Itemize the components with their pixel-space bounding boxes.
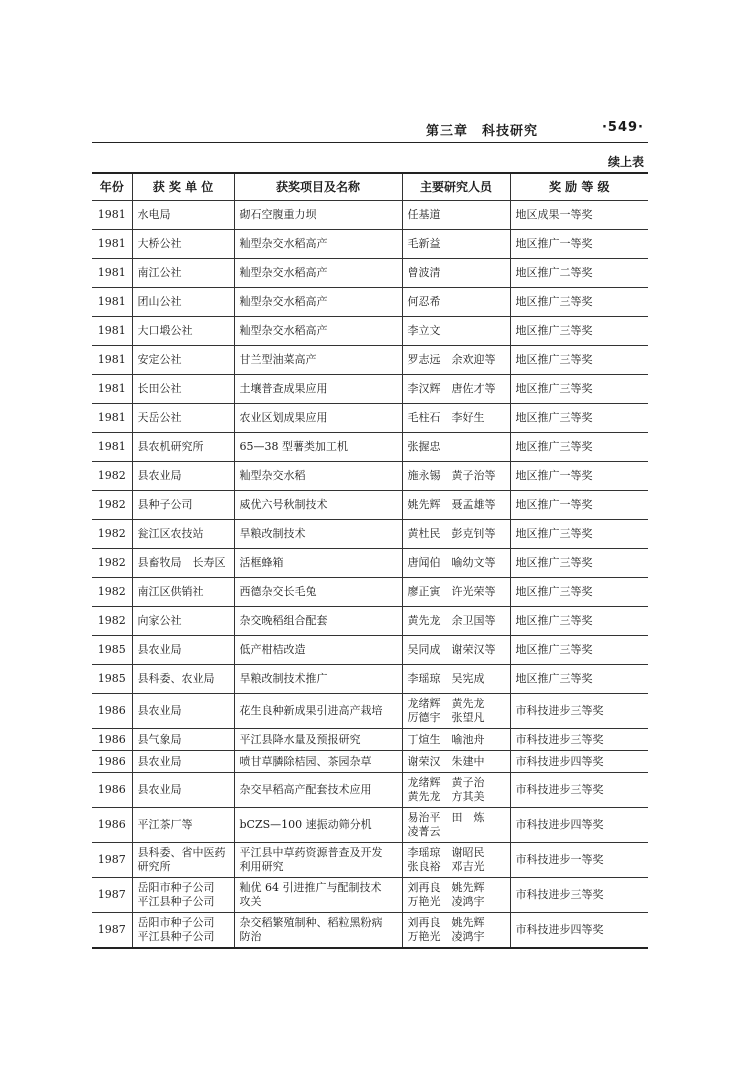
table-row	[92, 433, 648, 462]
cell-project: 农业区划成果应用	[234, 404, 402, 433]
cell-people: 黄杜民 彭克钊等	[402, 520, 510, 549]
table-row	[92, 259, 648, 288]
cell-unit: 县种子公司	[132, 491, 234, 520]
cell-project: 旱粮改制技术推广	[234, 665, 402, 694]
cell-project: 低产柑桔改造	[234, 636, 402, 665]
cell-project: 活框蜂箱	[234, 549, 402, 578]
cell-year: 1982	[92, 520, 132, 549]
cell-year: 1981	[92, 404, 132, 433]
cell-year: 1986	[92, 773, 132, 808]
cell-award: 市科技进步三等奖	[510, 729, 648, 751]
cell-project: 籼型杂交水稻高产	[234, 288, 402, 317]
cell-award: 地区推广三等奖	[510, 520, 648, 549]
table-row	[92, 404, 648, 433]
cell-year: 1987	[92, 878, 132, 913]
chapter-title: 第三章 科技研究	[425, 124, 538, 139]
cell-people: 张握忠	[402, 433, 510, 462]
cell-unit: 县农业局	[132, 462, 234, 491]
table-row	[92, 520, 648, 549]
cell-award: 市科技进步三等奖	[510, 773, 648, 808]
cell-year: 1986	[92, 751, 132, 773]
table-row	[92, 201, 648, 230]
cell-project: 65—38 型薯类加工机	[234, 433, 402, 462]
cell-unit: 县科委、农业局	[132, 665, 234, 694]
cell-people: 毛柱石 李好生	[402, 404, 510, 433]
cell-people: 龙绪辉 黄子治 黄先龙 方其美	[402, 773, 510, 808]
cell-year: 1981	[92, 317, 132, 346]
table-row	[92, 288, 648, 317]
cell-year: 1985	[92, 665, 132, 694]
cell-unit: 县气象局	[132, 729, 234, 751]
table-row	[92, 665, 648, 694]
cell-project: bCZS—100 速振动筛分机	[234, 808, 402, 843]
table-row	[92, 491, 648, 520]
cell-project: 旱粮改制技术	[234, 520, 402, 549]
cell-award: 地区推广三等奖	[510, 665, 648, 694]
cell-project: 籼优 64 引进推广与配制技术 攻关	[234, 878, 402, 913]
col-header-unit: 获 奖 单 位	[132, 173, 234, 201]
cell-award: 地区推广三等奖	[510, 578, 648, 607]
cell-award: 地区推广三等奖	[510, 288, 648, 317]
table-row	[92, 578, 648, 607]
col-header-award: 奖 励 等 级	[510, 173, 648, 201]
cell-unit: 县科委、省中医药 研究所	[132, 843, 234, 878]
cell-people: 唐闻伯 喻幼文等	[402, 549, 510, 578]
cell-project: 威优六号秋制技术	[234, 491, 402, 520]
cell-unit: 岳阳市种子公司 平江县种子公司	[132, 878, 234, 913]
table-row	[92, 607, 648, 636]
cell-people: 龙绪辉 黄先龙 厉德宇 张望凡	[402, 694, 510, 729]
cell-award: 地区推广三等奖	[510, 346, 648, 375]
cell-people: 曾波清	[402, 259, 510, 288]
col-header-year: 年份	[92, 173, 132, 201]
cell-project: 杂交晚稻组合配套	[234, 607, 402, 636]
cell-unit: 天岳公社	[132, 404, 234, 433]
cell-year: 1981	[92, 230, 132, 259]
cell-project: 砌石空腹重力坝	[234, 201, 402, 230]
cell-project: 杂交早稻高产配套技术应用	[234, 773, 402, 808]
cell-people: 易治平 田 炼 凌菁云	[402, 808, 510, 843]
cell-project: 籼型杂交水稻	[234, 462, 402, 491]
cell-people: 刘再良 姚先辉 万艳光 凌鸿宇	[402, 913, 510, 949]
cell-year: 1981	[92, 259, 132, 288]
col-header-project: 获奖项目及名称	[234, 173, 402, 201]
cell-people: 黄先龙 余卫国等	[402, 607, 510, 636]
cell-unit: 安定公社	[132, 346, 234, 375]
cell-people: 李立文	[402, 317, 510, 346]
cell-award: 地区推广三等奖	[510, 375, 648, 404]
cell-year: 1986	[92, 808, 132, 843]
cell-unit: 县畜牧局 长寿区	[132, 549, 234, 578]
cell-year: 1982	[92, 462, 132, 491]
cell-year: 1981	[92, 201, 132, 230]
table-row	[92, 878, 648, 913]
cell-unit: 南江区供销社	[132, 578, 234, 607]
cell-award: 市科技进步四等奖	[510, 751, 648, 773]
col-header-people: 主要研究人员	[402, 173, 510, 201]
table-header-row	[92, 173, 648, 201]
cell-year: 1981	[92, 375, 132, 404]
table-row	[92, 808, 648, 843]
cell-project: 西德杂交长毛兔	[234, 578, 402, 607]
table-row	[92, 375, 648, 404]
page-number: ·549·	[601, 120, 644, 135]
cell-project: 籼型杂交水稻高产	[234, 230, 402, 259]
cell-project: 籼型杂交水稻高产	[234, 259, 402, 288]
cell-unit: 平江茶厂等	[132, 808, 234, 843]
cell-unit: 县农业局	[132, 751, 234, 773]
cell-project: 甘兰型油菜高产	[234, 346, 402, 375]
cell-project: 杂交稻繁殖制种、稻粒黑粉病 防治	[234, 913, 402, 949]
table-row	[92, 462, 648, 491]
cell-award: 地区推广三等奖	[510, 636, 648, 665]
cell-award: 地区推广三等奖	[510, 549, 648, 578]
table-row	[92, 729, 648, 751]
cell-award: 地区推广三等奖	[510, 433, 648, 462]
cell-project: 平江县降水量及预报研究	[234, 729, 402, 751]
cell-award: 市科技进步四等奖	[510, 913, 648, 949]
cell-year: 1981	[92, 346, 132, 375]
cell-award: 地区推广三等奖	[510, 607, 648, 636]
cell-people: 李瑶琼 谢昭民 张良裕 邓吉光	[402, 843, 510, 878]
cell-project: 喷甘草膦除桔园、茶园杂草	[234, 751, 402, 773]
cell-year: 1987	[92, 913, 132, 949]
cell-award: 市科技进步四等奖	[510, 808, 648, 843]
cell-project: 花生良种新成果引进高产栽培	[234, 694, 402, 729]
cell-project: 籼型杂交水稻高产	[234, 317, 402, 346]
cell-award: 地区推广二等奖	[510, 259, 648, 288]
table-row	[92, 317, 648, 346]
cell-award: 市科技进步三等奖	[510, 694, 648, 729]
table-row	[92, 843, 648, 878]
cell-unit: 团山公社	[132, 288, 234, 317]
cell-year: 1982	[92, 491, 132, 520]
cell-unit: 南江公社	[132, 259, 234, 288]
cell-people: 任基道	[402, 201, 510, 230]
table-row	[92, 230, 648, 259]
cell-people: 罗志远 余欢迎等	[402, 346, 510, 375]
cell-award: 地区推广三等奖	[510, 317, 648, 346]
cell-people: 毛新益	[402, 230, 510, 259]
cell-unit: 水电局	[132, 201, 234, 230]
table-row	[92, 913, 648, 949]
cell-unit: 向家公社	[132, 607, 234, 636]
cell-year: 1985	[92, 636, 132, 665]
cell-people: 施永锡 黄子治等	[402, 462, 510, 491]
cell-unit: 县农业局	[132, 694, 234, 729]
cell-year: 1982	[92, 549, 132, 578]
cell-award: 地区推广一等奖	[510, 462, 648, 491]
cell-people: 刘再良 姚先辉 万艳光 凌鸿宇	[402, 878, 510, 913]
cell-unit: 大口塅公社	[132, 317, 234, 346]
cell-award: 地区推广一等奖	[510, 230, 648, 259]
cell-year: 1981	[92, 433, 132, 462]
cell-year: 1982	[92, 607, 132, 636]
cell-people: 谢荣汉 朱建中	[402, 751, 510, 773]
cell-unit: 大桥公社	[132, 230, 234, 259]
cell-year: 1987	[92, 843, 132, 878]
cell-year: 1981	[92, 288, 132, 317]
cell-project: 土壤普查成果应用	[234, 375, 402, 404]
continued-label: 续上表	[607, 155, 644, 169]
cell-award: 市科技进步一等奖	[510, 843, 648, 878]
cell-award: 市科技进步三等奖	[510, 878, 648, 913]
cell-project: 平江县中草药资源普查及开发 利用研究	[234, 843, 402, 878]
cell-unit: 长田公社	[132, 375, 234, 404]
table-row	[92, 694, 648, 729]
awards-table	[92, 172, 648, 949]
table-row	[92, 636, 648, 665]
cell-unit: 县农机研究所	[132, 433, 234, 462]
table-body	[92, 201, 648, 949]
cell-people: 李汉辉 唐佐才等	[402, 375, 510, 404]
cell-unit: 岳阳市种子公司 平江县种子公司	[132, 913, 234, 949]
cell-award: 地区推广一等奖	[510, 491, 648, 520]
cell-people: 丁煊生 喻池舟	[402, 729, 510, 751]
cell-people: 李瑶琼 吴宪成	[402, 665, 510, 694]
table-row	[92, 751, 648, 773]
cell-year: 1986	[92, 729, 132, 751]
cell-people: 廖正寅 许光荣等	[402, 578, 510, 607]
cell-unit: 县农业局	[132, 773, 234, 808]
table-row	[92, 346, 648, 375]
cell-year: 1986	[92, 694, 132, 729]
cell-award: 地区推广三等奖	[510, 404, 648, 433]
cell-people: 吴同成 谢荣汉等	[402, 636, 510, 665]
cell-award: 地区成果一等奖	[510, 201, 648, 230]
cell-people: 姚先辉 聂孟雄等	[402, 491, 510, 520]
running-head	[92, 118, 648, 143]
table-row	[92, 549, 648, 578]
cell-unit: 县农业局	[132, 636, 234, 665]
cell-unit: 瓮江区农技站	[132, 520, 234, 549]
cell-year: 1982	[92, 578, 132, 607]
cell-people: 何忍希	[402, 288, 510, 317]
table-row	[92, 773, 648, 808]
